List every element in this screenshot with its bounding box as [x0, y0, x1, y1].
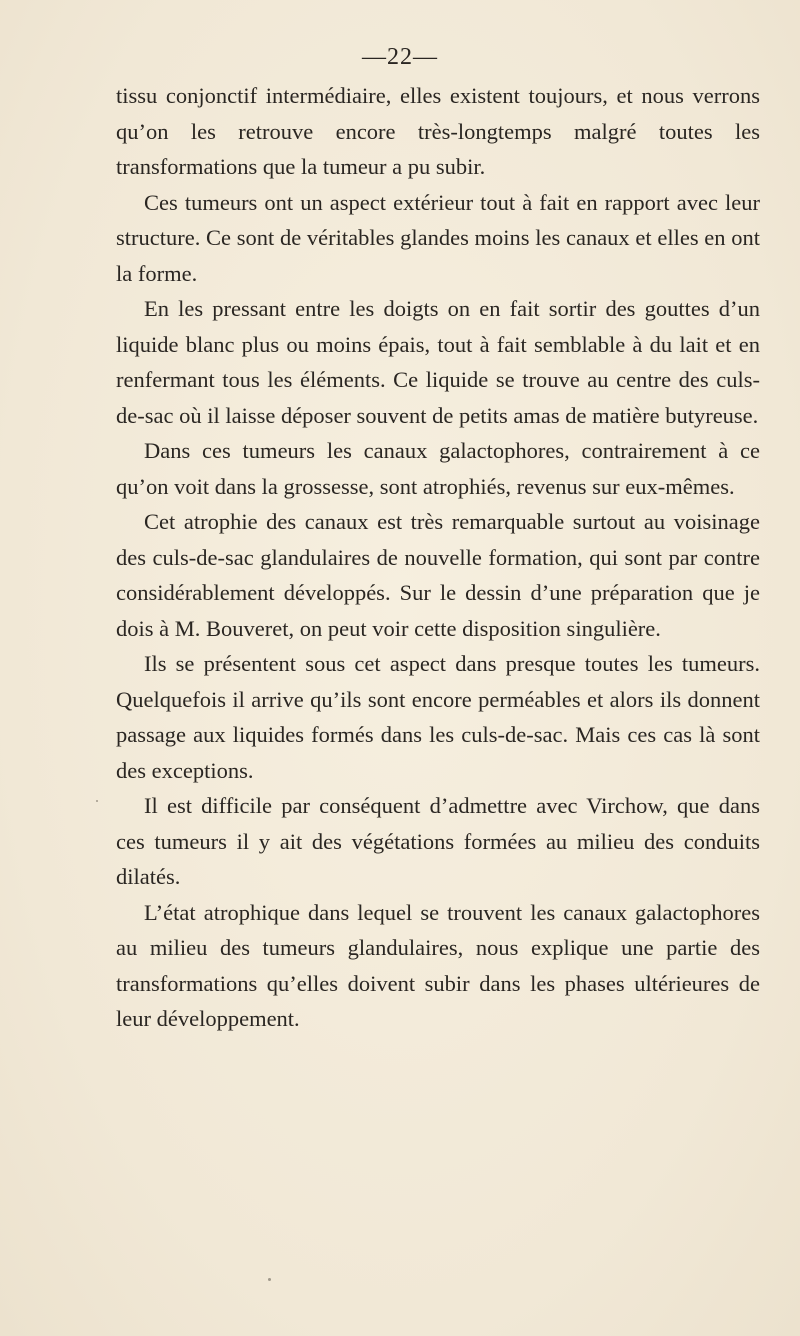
paper-speck	[268, 1278, 271, 1281]
paragraph: En les pressant entre les doigts on en fait sortir des gouttes d’un liquide blanc plus ou moins épais, tout à fait semblable à du lait et en renfermant tous les éléments. Ce liquide se trouve au centre des culs-de-sac où il laisse déposer souvent de petits amas de matière butyreuse.	[116, 296, 760, 428]
paragraph: L’état atrophique dans lequel se trouvent les canaux galactophores au milieu des tumeurs glandulaires, nous explique une partie des transformations qu’elles doivent subir dans les phases ultérieures de leur développement.	[116, 899, 760, 1031]
paragraph: tissu conjonctif intermédiaire, elles existent toujours, et nous verrons qu’on les retrouve encore très-longtemps malgré toutes les transformations que la tumeur a pu subir.	[116, 83, 760, 179]
page-number: —22—	[362, 44, 438, 70]
paragraph: Dans ces tumeurs les canaux galactophores, contrairement à ce qu’on voit dans la grossesse, sont atrophiés, revenus sur eux-mêmes.	[116, 438, 760, 499]
paragraph: Cet atrophie des canaux est très remarquable surtout au voisinage des culs-de-sac glandulaires de nouvelle formation, qui sont par contre considérablement développés. Sur le dessin d’une préparation que je dois à M. Bouveret, on peut voir cette disposition singulière.	[116, 509, 760, 641]
paragraph: Ces tumeurs ont un aspect extérieur tout à fait en rapport avec leur structure. Ce sont de véritables glandes moins les canaux et elles en ont la forme.	[116, 189, 760, 286]
paragraph: Ils se présentent sous cet aspect dans presque toutes les tumeurs. Quelquefois il arrive qu’ils sont encore perméables et alors ils donnent passage aux liquides formés dans les culs-de-sac. Mais ces cas là sont des exceptions.	[116, 651, 760, 783]
paragraph: Il est difficile par conséquent d’admettre avec Virchow, que dans ces tumeurs il y ait des végétations formées au milieu des conduits dilatés.	[116, 793, 760, 889]
paper-speck	[96, 800, 98, 802]
body-text	[116, 78, 760, 1037]
